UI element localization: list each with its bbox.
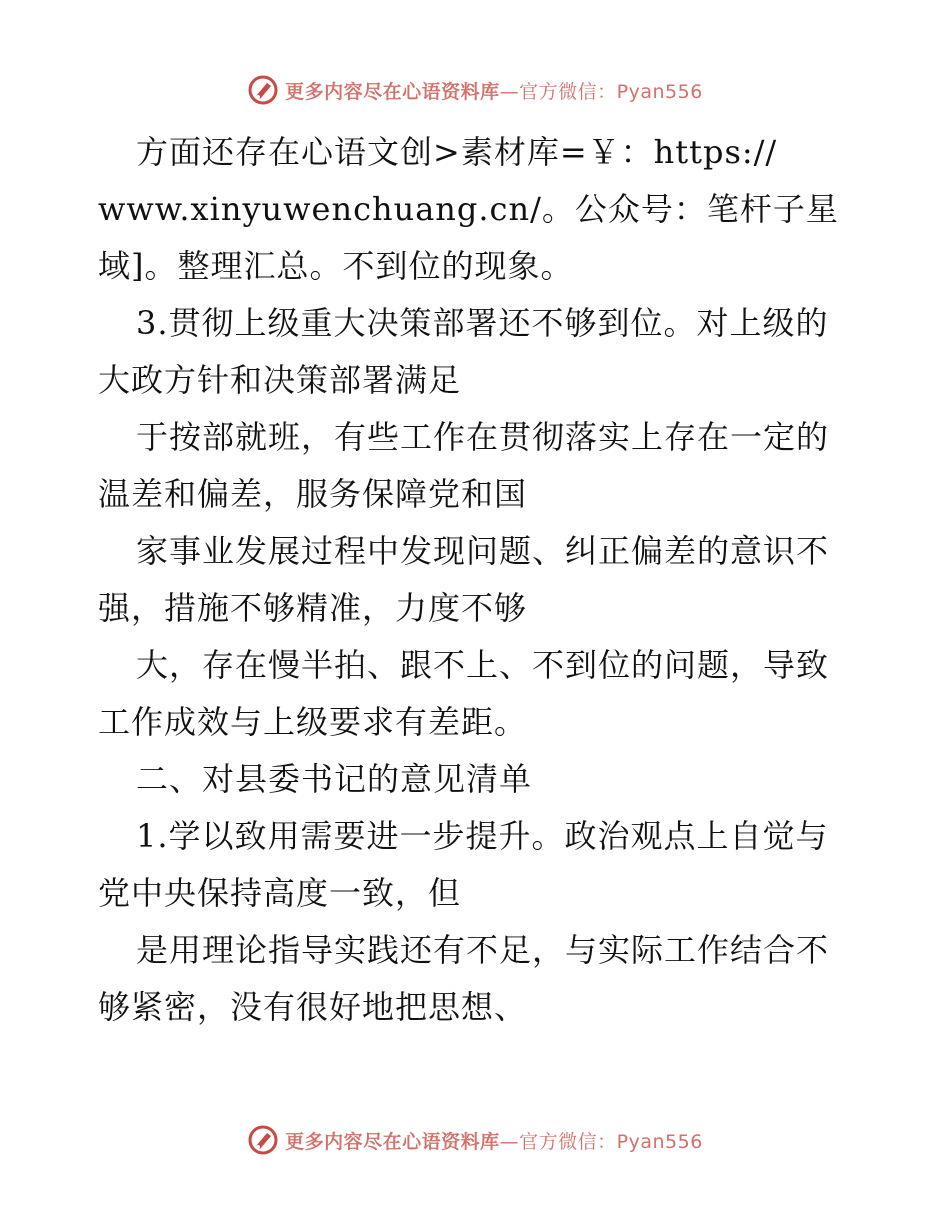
- header-banner: [0, 70, 950, 110]
- pen-logo-icon: [247, 1124, 279, 1156]
- text-line: 家事业发展过程中发现问题、纠正偏差的意识不: [136, 532, 830, 570]
- document-body: [98, 124, 858, 1036]
- banner-dash: —: [499, 80, 520, 103]
- banner-brand: 更多内容尽在心语资料库: [285, 80, 500, 103]
- text-line: 强，措施不够精准，力度不够: [98, 589, 528, 627]
- text-line: 于按部就班，有些工作在贯彻落实上存在一定的: [136, 418, 830, 456]
- text-line: 够紧密，没有很好地把思想、: [98, 988, 528, 1026]
- text-line: 大政方针和决策部署满足: [98, 361, 462, 399]
- text-line: www.xinyuwenchuang.cn/。公众号：笔杆子星: [98, 190, 839, 228]
- pen-logo-icon: [247, 74, 279, 106]
- banner-contact: 官方微信：Pyan556: [519, 1130, 703, 1153]
- banner-contact: 官方微信：Pyan556: [519, 80, 703, 103]
- footer-banner: [0, 1120, 950, 1160]
- banner-dash: —: [499, 1130, 520, 1153]
- banner-text: [285, 77, 703, 104]
- text-line: 大，存在慢半拍、跟不上、不到位的问题，导致: [136, 646, 830, 684]
- text-line: 工作成效与上级要求有差距。: [98, 703, 528, 741]
- text-line: 域]。整理汇总。不到位的现象。: [98, 247, 574, 285]
- text-line: 3.贯彻上级重大决策部署还不够到位。对上级的: [136, 304, 829, 342]
- text-line: 是用理论指导实践还有不足，与实际工作结合不: [136, 931, 830, 969]
- banner-brand: 更多内容尽在心语资料库: [285, 1130, 500, 1153]
- text-line: 党中央保持高度一致，但: [98, 874, 462, 912]
- section-heading: 二、对县委书记的意见清单: [136, 760, 533, 798]
- text-line: 方面还存在心语文创>素材库=￥：https://: [136, 133, 778, 171]
- banner-text: [285, 1127, 703, 1154]
- text-line: 温差和偏差，服务保障党和国: [98, 475, 528, 513]
- text-line: 1.学以致用需要进一步提升。政治观点上自觉与: [136, 817, 829, 855]
